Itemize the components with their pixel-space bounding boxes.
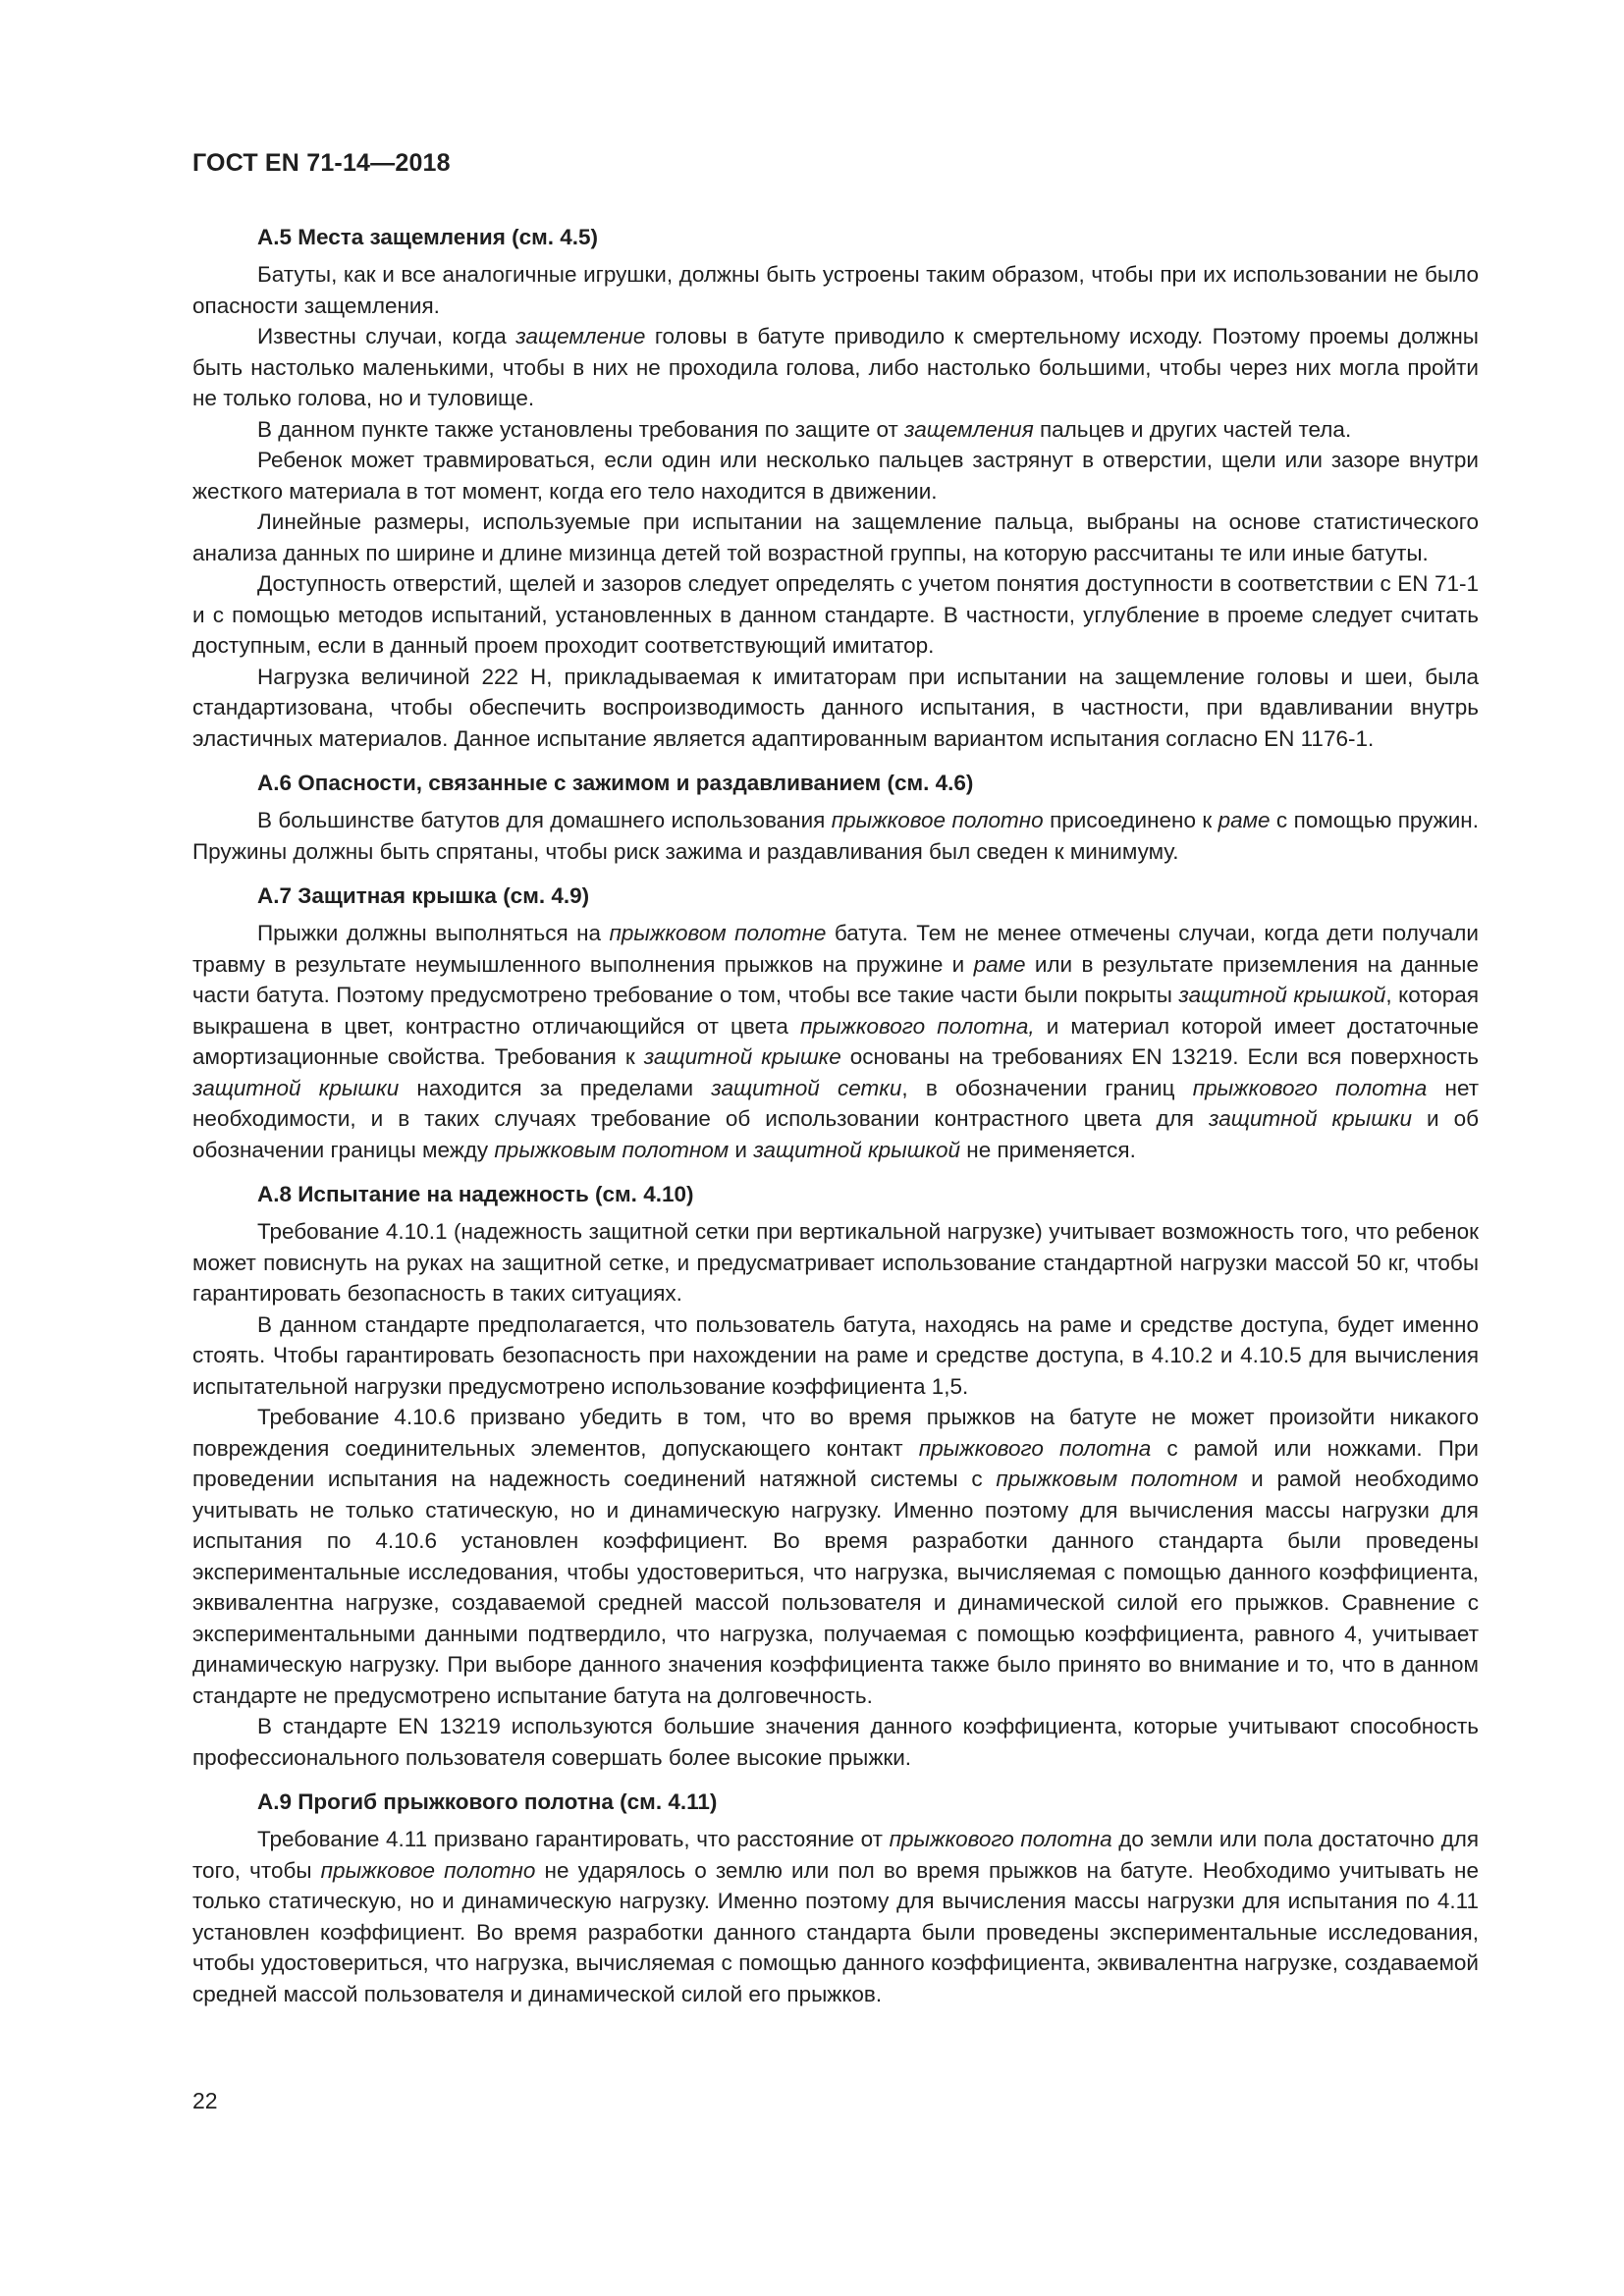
text-run: Требование 4.10.1 (надежность защитной сетки при вертикальной нагрузке) учитывает возможность того, что ребенок может повиснуть на руках на защитной сетке, и предусматривает использование стандартной нагрузки массой 50 кг, чтобы гарантировать безопасность в таких ситуациях. — [192, 1219, 1479, 1306]
italic-term: прыжковым полотном — [996, 1467, 1238, 1491]
italic-term: прыжкового полотна — [1192, 1075, 1428, 1100]
paragraph — [192, 918, 1479, 1165]
text-run: нет необходимости, и в таких случаях требование об использовании контрастного цвета для — [192, 1075, 1480, 1131]
text-run: до земли или пола достаточно для того, чтобы — [192, 1827, 1480, 1883]
paragraph — [192, 414, 1479, 446]
text-run: и об обозначении границы между — [192, 1106, 1479, 1162]
section — [192, 881, 1479, 1165]
text-run: В данном стандарте предполагается, что пользователь батута, находясь на раме и средстве доступа, будет именно стоять. Чтобы гарантировать безопасность при нахождении на раме и средстве доступа, в 4.10.2 и 4.10.5 для вычисления испытательной нагрузки предусмотрено использование коэффициента 1,5. — [192, 1311, 1479, 1399]
paragraph — [192, 1711, 1479, 1773]
text-run: и рамой необходимо учитывать не только статическую, но и динамическую нагрузку. Именно поэтому для вычисления массы нагрузки для испытания по 4.10.6 установлен коэффициент. Во время разработки данного стандарта были проведены экспериментальные исследования, чтобы удостовериться, что нагрузка, вычисляемая с помощью данного коэффициента, эквивалентна нагрузке, создаваемой средней массой пользователя и динамической силой его прыжков. Сравнение с экспериментальными данными подтвердило, что нагрузка, получаемая с помощью коэффициента, равного 4, учитывает динамическую нагрузку. При выборе данного значения коэффициента также было принято во внимание и то, что в данном стандарте не предусмотрено испытание батута на долговечность. — [192, 1467, 1479, 1708]
section — [192, 222, 1479, 754]
text-run: с рамой или ножками. При проведении испытания на надежность соединений натяжной системы с — [192, 1435, 1479, 1491]
paragraph — [192, 259, 1479, 321]
text-run: не ударялось о землю или пол во время прыжков на батуте. Необходимо учитывать не только статическую, но и динамическую нагрузку. Именно поэтому для вычисления массы нагрузки для испытания по 4.11 установлен коэффициент. Во время разработки данного стандарта были проведены экспериментальные исследования, чтобы удостовериться, что нагрузка, вычисляемая с помощью данного коэффициента, эквивалентна нагрузке, создаваемой средней массой пользователя и динамической силой его прыжков. — [192, 1857, 1479, 2006]
italic-term: прыжковое полотно — [320, 1857, 536, 1883]
section — [192, 1787, 1479, 2009]
page-number: 22 — [192, 2088, 218, 2113]
paragraph — [192, 507, 1479, 568]
italic-term: прыжкового полотна, — [799, 1013, 1035, 1039]
section-heading: А.5 Места защемления (см. 4.5) — [257, 225, 599, 249]
italic-term: защитной крышки — [1208, 1106, 1413, 1131]
text-run: Линейные размеры, используемые при испытании на защемление пальца, выбраны на основе статистического анализа данных по ширине и длине мизинца детей той возрастной группы, на которую рассчитаны те или иные батуты. — [192, 509, 1479, 565]
text-run: , в обозначении границ — [901, 1075, 1193, 1100]
paragraph — [192, 1309, 1479, 1403]
text-run: не применяется. — [960, 1137, 1136, 1162]
paragraph — [192, 568, 1479, 662]
text-run: Доступность отверстий, щелей и зазоров следует определять с учетом понятия доступности в соответствии с EN 71-1 и с помощью методов испытаний, установленных в данном стандарте. В частности, углубление в проеме следует считать доступным, если в данный проем проходит соответствующий имитатор. — [192, 571, 1479, 658]
italic-term: раме — [1218, 808, 1271, 832]
section-heading: А.9 Прогиб прыжкового полотна (см. 4.11) — [257, 1789, 718, 1814]
italic-term: защитной сетки — [711, 1075, 902, 1100]
italic-term: прыжкового полотна — [889, 1827, 1112, 1851]
paragraph — [192, 805, 1479, 867]
italic-term: защитной крышкой — [1178, 983, 1386, 1007]
text-run: присоединено к — [1043, 808, 1218, 832]
text-run: Требование 4.10.6 призвано убедить в том, что во время прыжков на батуте не может произойти никакого повреждения соединительных элементов, допускающего контакт — [192, 1405, 1479, 1461]
section — [192, 768, 1479, 867]
italic-term: прыжкового полотна — [918, 1435, 1152, 1461]
section-heading: А.6 Опасности, связанные с зажимом и раздавливанием (см. 4.6) — [257, 771, 974, 795]
text-run: Нагрузка величиной 222 Н, прикладываемая к имитаторам при испытании на защемление головы и шеи, была стандартизована, чтобы обеспечить воспроизводимость данного испытания, в частности, при вдавливании внутрь эластичных материалов. Данное испытание является адаптированным вариантом испытания согласно EN 1176-1. — [192, 664, 1479, 751]
document-code-header: ГОСТ EN 71-14—2018 — [192, 149, 451, 177]
section — [192, 1179, 1479, 1773]
paragraph — [192, 321, 1479, 414]
italic-term: прыжковым полотном — [494, 1137, 730, 1162]
document-body — [192, 222, 1479, 2023]
text-run: Прыжки должны выполняться на — [257, 921, 610, 945]
paragraph — [192, 662, 1479, 755]
text-run: В большинстве батутов для домашнего использования — [257, 808, 832, 832]
text-run: Ребенок может травмироваться, если один или несколько пальцев застрянут в отверстии, щели или зазоре внутри жесткого материала в тот момент, когда его тело находится в движении. — [192, 448, 1479, 504]
text-run: В стандарте EN 13219 используются большие значения данного коэффициента, которые учитывают способность профессионального пользователя совершать более высокие прыжки. — [192, 1714, 1479, 1770]
paragraph — [192, 1402, 1479, 1711]
text-run: или в результате приземления на данные части батута. Поэтому предусмотрено требование о том, чтобы все такие части были покрыты — [192, 951, 1479, 1007]
section-heading: А.8 Испытание на надежность (см. 4.10) — [257, 1182, 694, 1206]
text-run: находится за пределами — [399, 1075, 712, 1100]
text-run: головы в батуте приводило к смертельному исходу. Поэтому проемы должны быть настолько маленькими, чтобы в них не проходила голова, либо настолько большими, чтобы через них могла пройти не только голова, но и туловище. — [192, 324, 1479, 410]
italic-term: защитной крышке — [643, 1044, 841, 1069]
text-run: с помощью пружин. Пружины должны быть спрятаны, чтобы риск зажима и раздавливания был сведен к минимуму. — [192, 808, 1479, 864]
paragraph — [192, 445, 1479, 507]
section-heading: А.7 Защитная крышка (см. 4.9) — [257, 883, 590, 908]
italic-term: защемления — [904, 416, 1034, 442]
text-run: батута. Тем не менее отмечены случаи, когда дети получали травму в результате неумышленного выполнения прыжков на пружине и — [192, 921, 1480, 977]
text-run: Батуты, как и все аналогичные игрушки, должны быть устроены таким образом, чтобы при их использовании не было опасности защемления. — [192, 262, 1479, 318]
text-run: Известны случаи, когда — [257, 324, 516, 348]
text-run: пальцев и других частей тела. — [1033, 416, 1352, 442]
text-run: и материал которой имеет достаточные амортизационные свойства. Требования к — [192, 1013, 1480, 1069]
text-run: и — [729, 1137, 754, 1162]
italic-term: раме — [973, 951, 1026, 977]
paragraph — [192, 1216, 1479, 1309]
italic-term: защитной крышкой — [753, 1137, 961, 1162]
text-run: , которая выкрашена в цвет, контрастно отличающийся от цвета — [192, 983, 1479, 1039]
text-run: основаны на требованиях EN 13219. Если вся поверхность — [840, 1044, 1480, 1069]
text-run: В данном пункте также установлены требования по защите от — [257, 416, 905, 442]
italic-term: прыжковое полотно — [831, 808, 1044, 832]
italic-term: защитной крышки — [192, 1075, 400, 1100]
italic-term: прыжковом полотне — [609, 921, 827, 945]
paragraph — [192, 1824, 1479, 2009]
text-run: Требование 4.11 призвано гарантировать, что расстояние от — [257, 1827, 890, 1851]
italic-term: защемление — [515, 324, 646, 348]
